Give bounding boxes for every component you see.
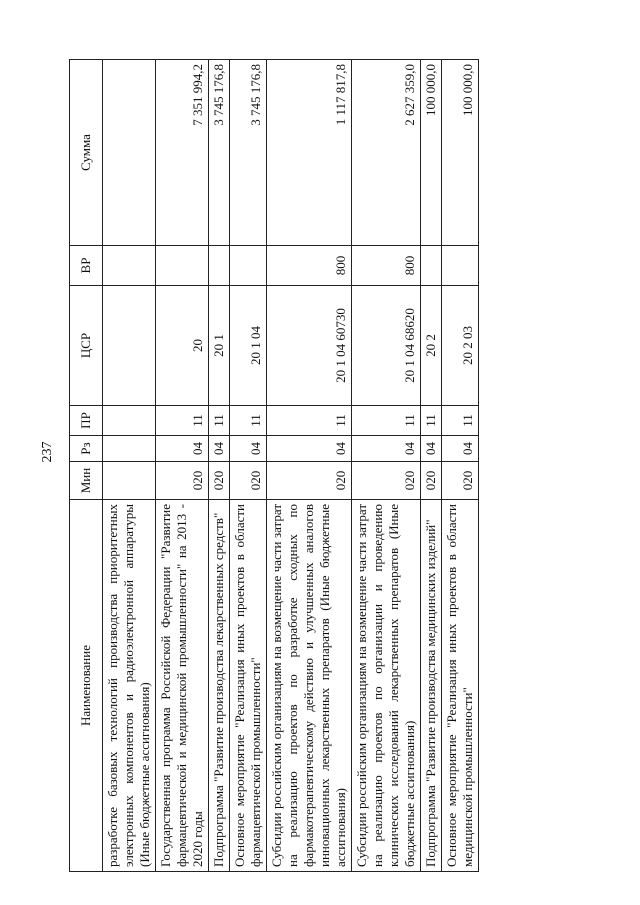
header-rz: Рз bbox=[70, 436, 103, 462]
row-vr: 800 bbox=[352, 246, 421, 286]
row-min: 020 bbox=[230, 462, 267, 500]
table-row bbox=[352, 60, 421, 872]
row-sum: 100 000,0 bbox=[442, 60, 479, 246]
row-pr: 11 bbox=[230, 406, 267, 436]
row-vr bbox=[209, 246, 230, 286]
row-csr bbox=[103, 286, 156, 406]
row-pr: 11 bbox=[421, 406, 442, 436]
row-rz: 04 bbox=[267, 436, 352, 462]
row-rz: 04 bbox=[442, 436, 479, 462]
row-csr: 20 1 04 60730 bbox=[267, 286, 352, 406]
row-pr: 11 bbox=[352, 406, 421, 436]
row-rz: 04 bbox=[209, 436, 230, 462]
table-row bbox=[421, 60, 442, 872]
budget-table bbox=[69, 59, 479, 872]
header-row bbox=[70, 60, 103, 872]
row-sum: 7 351 994,2 bbox=[156, 60, 209, 246]
row-csr: 20 2 03 bbox=[442, 286, 479, 406]
page-number: 237 bbox=[40, 441, 55, 463]
row-min: 020 bbox=[352, 462, 421, 500]
row-sum: 1 117 817,8 bbox=[267, 60, 352, 246]
row-rz: 04 bbox=[156, 436, 209, 462]
row-name: Субсидии российским организациям на возмещение части затрат на реализацию проектов по организации и проведению клинических исследований лекарственных препаратов (Иные бюджетные ассигнования) bbox=[352, 500, 421, 872]
row-sum: 100 000,0 bbox=[421, 60, 442, 246]
row-vr bbox=[421, 246, 442, 286]
row-name: Подпрограмма "Развитие производства медицинских изделий" bbox=[421, 500, 442, 872]
row-vr bbox=[442, 246, 479, 286]
row-sum: 3 745 176,8 bbox=[209, 60, 230, 246]
row-min: 020 bbox=[209, 462, 230, 500]
row-csr: 20 1 bbox=[209, 286, 230, 406]
row-pr: 11 bbox=[209, 406, 230, 436]
row-vr: 800 bbox=[267, 246, 352, 286]
row-name: Субсидии российским организациям на возмещение части затрат на реализацию проектов по разработке сходных по фармакотерапевтическому действию и улучшенных аналогов инновационных лекарственных препаратов (Иные бюджетные ассигнования) bbox=[267, 500, 352, 872]
row-min bbox=[103, 462, 156, 500]
table-row bbox=[267, 60, 352, 872]
table-row bbox=[230, 60, 267, 872]
header-sum: Сумма bbox=[70, 60, 103, 246]
table-row bbox=[442, 60, 479, 872]
row-pr: 11 bbox=[442, 406, 479, 436]
table-row bbox=[103, 60, 156, 872]
row-pr: 11 bbox=[156, 406, 209, 436]
row-vr bbox=[103, 246, 156, 286]
row-sum bbox=[103, 60, 156, 246]
row-min: 020 bbox=[267, 462, 352, 500]
row-name: Основное мероприятие "Реализация иных проектов в области медицинской промышленности" bbox=[442, 500, 479, 872]
row-name: разработке базовых технологий производства приоритетных электронных компонентов и радиоэлектронной аппаратуры (Иные бюджетные ассигнования) bbox=[103, 500, 156, 872]
table-row bbox=[209, 60, 230, 872]
row-min: 020 bbox=[421, 462, 442, 500]
row-min: 020 bbox=[156, 462, 209, 500]
row-min: 020 bbox=[442, 462, 479, 500]
row-rz bbox=[103, 436, 156, 462]
header-vr: ВР bbox=[70, 246, 103, 286]
row-csr: 20 1 04 bbox=[230, 286, 267, 406]
row-rz: 04 bbox=[352, 436, 421, 462]
row-name: Государственная программа Российской Федерации "Развитие фармацевтической и медицинской промышленности" на 2013 - 2020 годы bbox=[156, 500, 209, 872]
row-sum: 2 627 359,0 bbox=[352, 60, 421, 246]
header-csr: ЦСР bbox=[70, 286, 103, 406]
header-pr: ПР bbox=[70, 406, 103, 436]
row-name: Основное мероприятие "Реализация иных проектов в области фармацевтической промышленности" bbox=[230, 500, 267, 872]
row-pr bbox=[103, 406, 156, 436]
row-csr: 20 1 04 68620 bbox=[352, 286, 421, 406]
row-pr: 11 bbox=[267, 406, 352, 436]
row-rz: 04 bbox=[230, 436, 267, 462]
budget-table-container bbox=[69, 60, 614, 872]
row-sum: 3 745 176,8 bbox=[230, 60, 267, 246]
row-vr bbox=[230, 246, 267, 286]
row-rz: 04 bbox=[421, 436, 442, 462]
row-vr bbox=[156, 246, 209, 286]
row-name: Подпрограмма "Развитие производства лекарственных средств" bbox=[209, 500, 230, 872]
row-csr: 20 2 bbox=[421, 286, 442, 406]
header-name: Наименование bbox=[70, 500, 103, 872]
row-csr: 20 bbox=[156, 286, 209, 406]
header-min: Мин bbox=[70, 462, 103, 500]
table-row bbox=[156, 60, 209, 872]
